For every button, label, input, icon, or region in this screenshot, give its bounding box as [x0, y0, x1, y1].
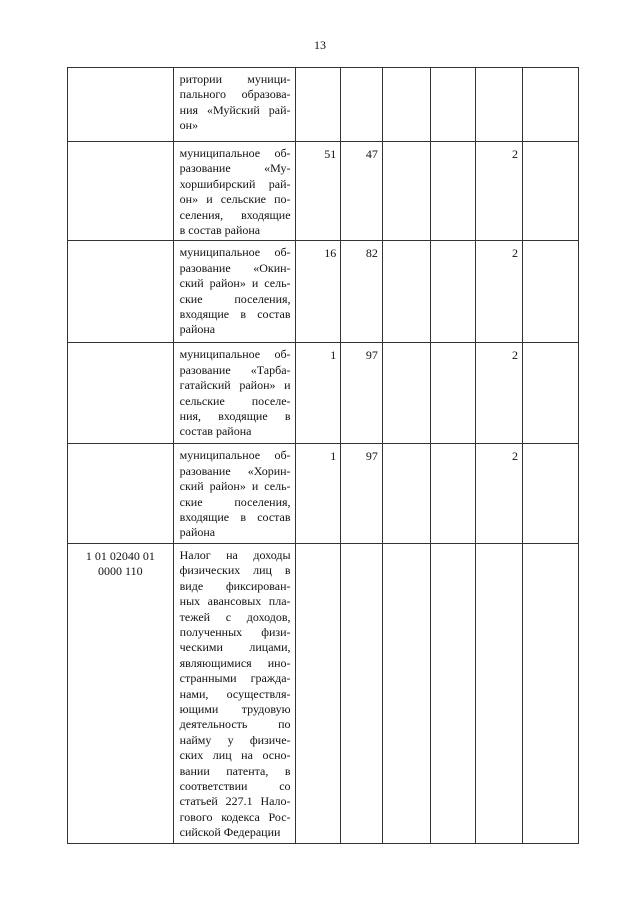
budget-code-cell [68, 543, 174, 843]
description-line: ритории муници- [179, 72, 291, 86]
description-line: муниципальное об- [179, 245, 291, 260]
description-line: района [179, 525, 216, 540]
value-cell-c5 [476, 543, 523, 843]
value-cell-c4 [430, 142, 476, 241]
description-line: ские поселения, [179, 494, 291, 509]
description-line: он» и сельские по- [179, 192, 291, 207]
description-line: муниципальное об- [179, 448, 291, 463]
value-cell-c2: 97 [341, 343, 383, 444]
value-cell-c1: 1 [295, 343, 341, 444]
value-cell-c5: 2 [476, 241, 523, 343]
description-line: района [179, 322, 216, 337]
description-line: сийской Федерации [179, 825, 281, 840]
value-cell-c4 [430, 68, 476, 142]
description-line: ский район» и сель- [179, 276, 291, 291]
table-row [68, 343, 579, 444]
description-line: ния «Муйский рай- [179, 102, 291, 117]
description-line: селения, входящие [179, 207, 291, 222]
description-line: вании патента, в [179, 763, 291, 778]
value-cell-c3 [382, 68, 430, 142]
value-cell-c5: 2 [476, 142, 523, 241]
budget-code-cell [68, 142, 174, 241]
description-line: муниципальное об- [179, 347, 291, 362]
value-cell-c4 [430, 241, 476, 343]
description-line: ния, входящие в [179, 409, 291, 424]
description-line: ющими трудовую [179, 701, 291, 716]
value-cell-c3 [382, 543, 430, 843]
description-line: сельские поселе- [179, 393, 291, 408]
description-cell [173, 241, 295, 343]
value-cell-c4 [430, 444, 476, 543]
value-cell-c1 [295, 68, 341, 142]
value-cell-c3 [382, 241, 430, 343]
table-row [68, 68, 579, 142]
description-line: входящие в состав [179, 307, 291, 322]
description-line: разование «Тарба- [179, 362, 291, 377]
value-cell-c3 [382, 142, 430, 241]
description-line: тежей с доходов, [179, 609, 291, 624]
value-cell-c6 [523, 444, 579, 543]
description-line: хоршибирский рай- [179, 176, 291, 191]
budget-code-cell [68, 343, 174, 444]
value-cell-c2 [341, 543, 383, 843]
description-line: в состав района [179, 223, 261, 238]
budget-code-cell [68, 68, 174, 142]
value-cell-c1: 51 [295, 142, 341, 241]
budget-code-cell [68, 241, 174, 343]
description-cell [173, 444, 295, 543]
budget-code-line: 1 01 02040 01 [85, 548, 155, 563]
description-line: состав района [179, 424, 252, 439]
value-cell-c6 [523, 241, 579, 343]
value-cell-c5: 2 [476, 444, 523, 543]
description-line: странными гражда- [179, 671, 291, 686]
value-cell-c1: 1 [295, 444, 341, 543]
value-cell-c1: 16 [295, 241, 341, 343]
description-line: соответствии со [179, 778, 291, 793]
description-line: найму у физиче- [179, 732, 291, 747]
value-cell-c1 [295, 543, 341, 843]
description-line: пального образова- [179, 87, 291, 102]
description-line: ский район» и сель- [179, 479, 291, 494]
description-line: ские поселения, [179, 291, 291, 306]
budget-code-line: 0000 110 [98, 563, 143, 578]
value-cell-c2: 97 [341, 444, 383, 543]
description-line: физических лиц в [179, 563, 291, 578]
description-line: входящие в состав [179, 510, 291, 525]
description-line: статьей 227.1 Нало- [179, 794, 291, 809]
value-cell-c2 [341, 68, 383, 142]
description-line: ских лиц на осно- [179, 748, 291, 763]
description-cell [173, 343, 295, 444]
description-cell [173, 543, 295, 843]
description-line: ческими лицами, [179, 640, 291, 655]
value-cell-c5: 2 [476, 343, 523, 444]
page-number: 13 [314, 38, 326, 52]
value-cell-c6 [523, 343, 579, 444]
description-line: нами, осуществля- [179, 686, 291, 701]
description-cell [173, 142, 295, 241]
revenue-table [67, 67, 579, 844]
table-row [68, 543, 579, 843]
description-line: гатайский район» и [179, 378, 291, 393]
description-line: виде фиксирован- [179, 578, 291, 593]
description-line: деятельность по [179, 717, 291, 732]
value-cell-c6 [523, 68, 579, 142]
description-line: он» [179, 118, 199, 133]
value-cell-c5 [476, 68, 523, 142]
value-cell-c4 [430, 543, 476, 843]
value-cell-c6 [523, 142, 579, 241]
description-line: являющимися ино- [179, 655, 291, 670]
value-cell-c6 [523, 543, 579, 843]
value-cell-c4 [430, 343, 476, 444]
table-row [68, 142, 579, 241]
description-line: разование «Окин- [179, 260, 291, 275]
value-cell-c3 [382, 343, 430, 444]
description-line: ных авансовых пла- [179, 594, 291, 609]
description-line: гового кодекса Рос- [179, 809, 291, 824]
value-cell-c2: 82 [341, 241, 383, 343]
table-body [68, 68, 579, 844]
description-line: разование «Хорин- [179, 463, 291, 478]
description-line: Налог на доходы [179, 547, 291, 562]
value-cell-c3 [382, 444, 430, 543]
table-row [68, 241, 579, 343]
table-row [68, 444, 579, 543]
description-cell [173, 68, 295, 142]
budget-code-cell [68, 444, 174, 543]
description-line: муниципальное об- [179, 146, 291, 160]
value-cell-c2: 47 [341, 142, 383, 241]
description-line: разование «Му- [179, 161, 291, 176]
description-line: полученных физи- [179, 624, 291, 639]
